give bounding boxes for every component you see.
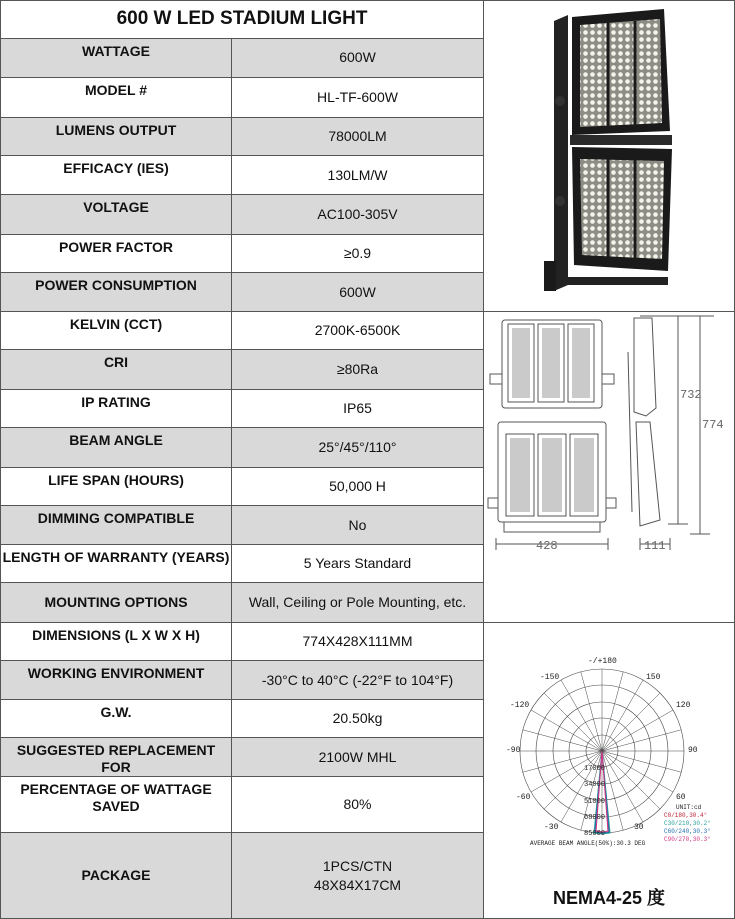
angle-label: 150 <box>646 673 661 682</box>
package-size: 48X84X17CM <box>313 876 402 893</box>
legend-entry: C30/210,30.2° <box>664 820 711 827</box>
ring-label: 34000 <box>584 781 606 789</box>
ring-label: 68000 <box>584 814 606 822</box>
row-label: POWER FACTOR <box>1 234 232 273</box>
row-value: -30°C to 40°C (-22°F to 104°F) <box>232 661 484 700</box>
row-label: BEAM ANGLE <box>1 428 232 468</box>
table-row <box>1 312 735 350</box>
row-value: AC100-305V <box>232 195 484 235</box>
row-label: EFFICACY (IES) <box>1 156 232 195</box>
polar-spoke <box>602 751 660 809</box>
row-value: IP65 <box>232 389 484 427</box>
dim-732-label: 732 <box>680 388 702 402</box>
row-value: 130LM/W <box>232 156 484 195</box>
polar-spoke <box>602 693 660 751</box>
angle-label: -30 <box>544 823 559 832</box>
row-label: LUMENS OUTPUT <box>1 117 232 156</box>
polar-spoke <box>544 693 602 751</box>
angle-label: 60 <box>676 793 686 802</box>
ring-label: 17000 <box>584 765 606 773</box>
angle-label: -150 <box>540 673 560 682</box>
dim-428-label: 428 <box>536 539 558 553</box>
table-row <box>1 623 735 661</box>
ring-label: 85000 <box>584 830 606 838</box>
row-label: CRI <box>1 350 232 390</box>
row-value: 20.50kg <box>232 700 484 738</box>
row-value: 25°/45°/110° <box>232 428 484 468</box>
polar-spoke <box>561 680 602 751</box>
row-value: ≥0.9 <box>232 234 484 273</box>
page-title: 600 W LED STADIUM LIGHT <box>1 1 484 39</box>
row-value: 2700K-6500K <box>232 312 484 350</box>
dimension-drawing-cell <box>484 312 735 623</box>
legend-entry: C60/240,30.3° <box>664 828 711 835</box>
row-label: VOLTAGE <box>1 195 232 235</box>
row-value: 5 Years Standard <box>232 544 484 582</box>
product-photo-cell <box>484 1 735 312</box>
row-value <box>232 833 484 919</box>
row-label: LENGTH OF WARRANTY (YEARS) <box>1 544 232 582</box>
row-label: KELVIN (CCT) <box>1 312 232 350</box>
row-label: MOUNTING OPTIONS <box>1 583 232 623</box>
polar-spoke <box>602 751 673 792</box>
polar-spoke <box>602 680 643 751</box>
row-label: SUGGESTED REPLACEMENT FOR <box>1 738 232 777</box>
row-label: MODEL # <box>1 78 232 118</box>
stadium-light-photo <box>484 1 735 306</box>
row-value: Wall, Ceiling or Pole Mounting, etc. <box>232 583 484 623</box>
row-value: 600W <box>232 38 484 78</box>
polar-light-distribution-chart <box>484 623 735 873</box>
nema-rating: NEMA4-25 度 <box>553 888 666 908</box>
row-label: PERCENTAGE OF WATTAGE SAVED <box>1 777 232 833</box>
row-value: ≥80Ra <box>232 350 484 390</box>
dim-774-label: 774 <box>702 418 724 432</box>
row-value: 80% <box>232 777 484 833</box>
row-value: 774X428X111MM <box>232 623 484 661</box>
polar-spoke <box>602 710 673 751</box>
row-value: 2100W MHL <box>232 738 484 777</box>
row-label: G.W. <box>1 700 232 738</box>
polar-diagram-cell <box>484 623 735 919</box>
row-label: WORKING ENVIRONMENT <box>1 661 232 700</box>
legend-entry: C0/180,30.4° <box>664 812 708 819</box>
row-label: POWER CONSUMPTION <box>1 273 232 312</box>
row-label: LIFE SPAN (HOURS) <box>1 467 232 505</box>
row-value: 50,000 H <box>232 467 484 505</box>
row-label: IP RATING <box>1 389 232 427</box>
angle-label: -/+180 <box>588 657 617 666</box>
angle-label: -120 <box>510 701 530 710</box>
angle-label: 120 <box>676 701 691 710</box>
row-label: PACKAGE <box>1 833 232 919</box>
row-label: DIMENSIONS (L X W X H) <box>1 623 232 661</box>
ring-label: 51000 <box>584 798 606 806</box>
row-label: WATTAGE <box>1 38 232 78</box>
package-qty: 1PCS/CTN <box>322 857 393 874</box>
beam-angle-caption: AVERAGE BEAM ANGLE(50%):30.3 DEG <box>530 840 646 847</box>
legend-entry: C90/270,30.3° <box>664 836 711 843</box>
angle-label: 30 <box>634 823 644 832</box>
polar-spoke <box>531 710 602 751</box>
unit-label: UNIT:cd <box>676 804 702 811</box>
row-value: HL-TF-600W <box>232 78 484 118</box>
row-value: No <box>232 506 484 544</box>
row-value: 78000LM <box>232 117 484 156</box>
row-value: 600W <box>232 273 484 312</box>
angle-label: 90 <box>688 746 698 755</box>
dim-111-label: 111 <box>644 539 666 553</box>
angle-label: -90 <box>506 746 521 755</box>
dimension-drawing <box>484 312 735 617</box>
row-label: DIMMING COMPATIBLE <box>1 506 232 544</box>
angle-label: -60 <box>516 793 531 802</box>
